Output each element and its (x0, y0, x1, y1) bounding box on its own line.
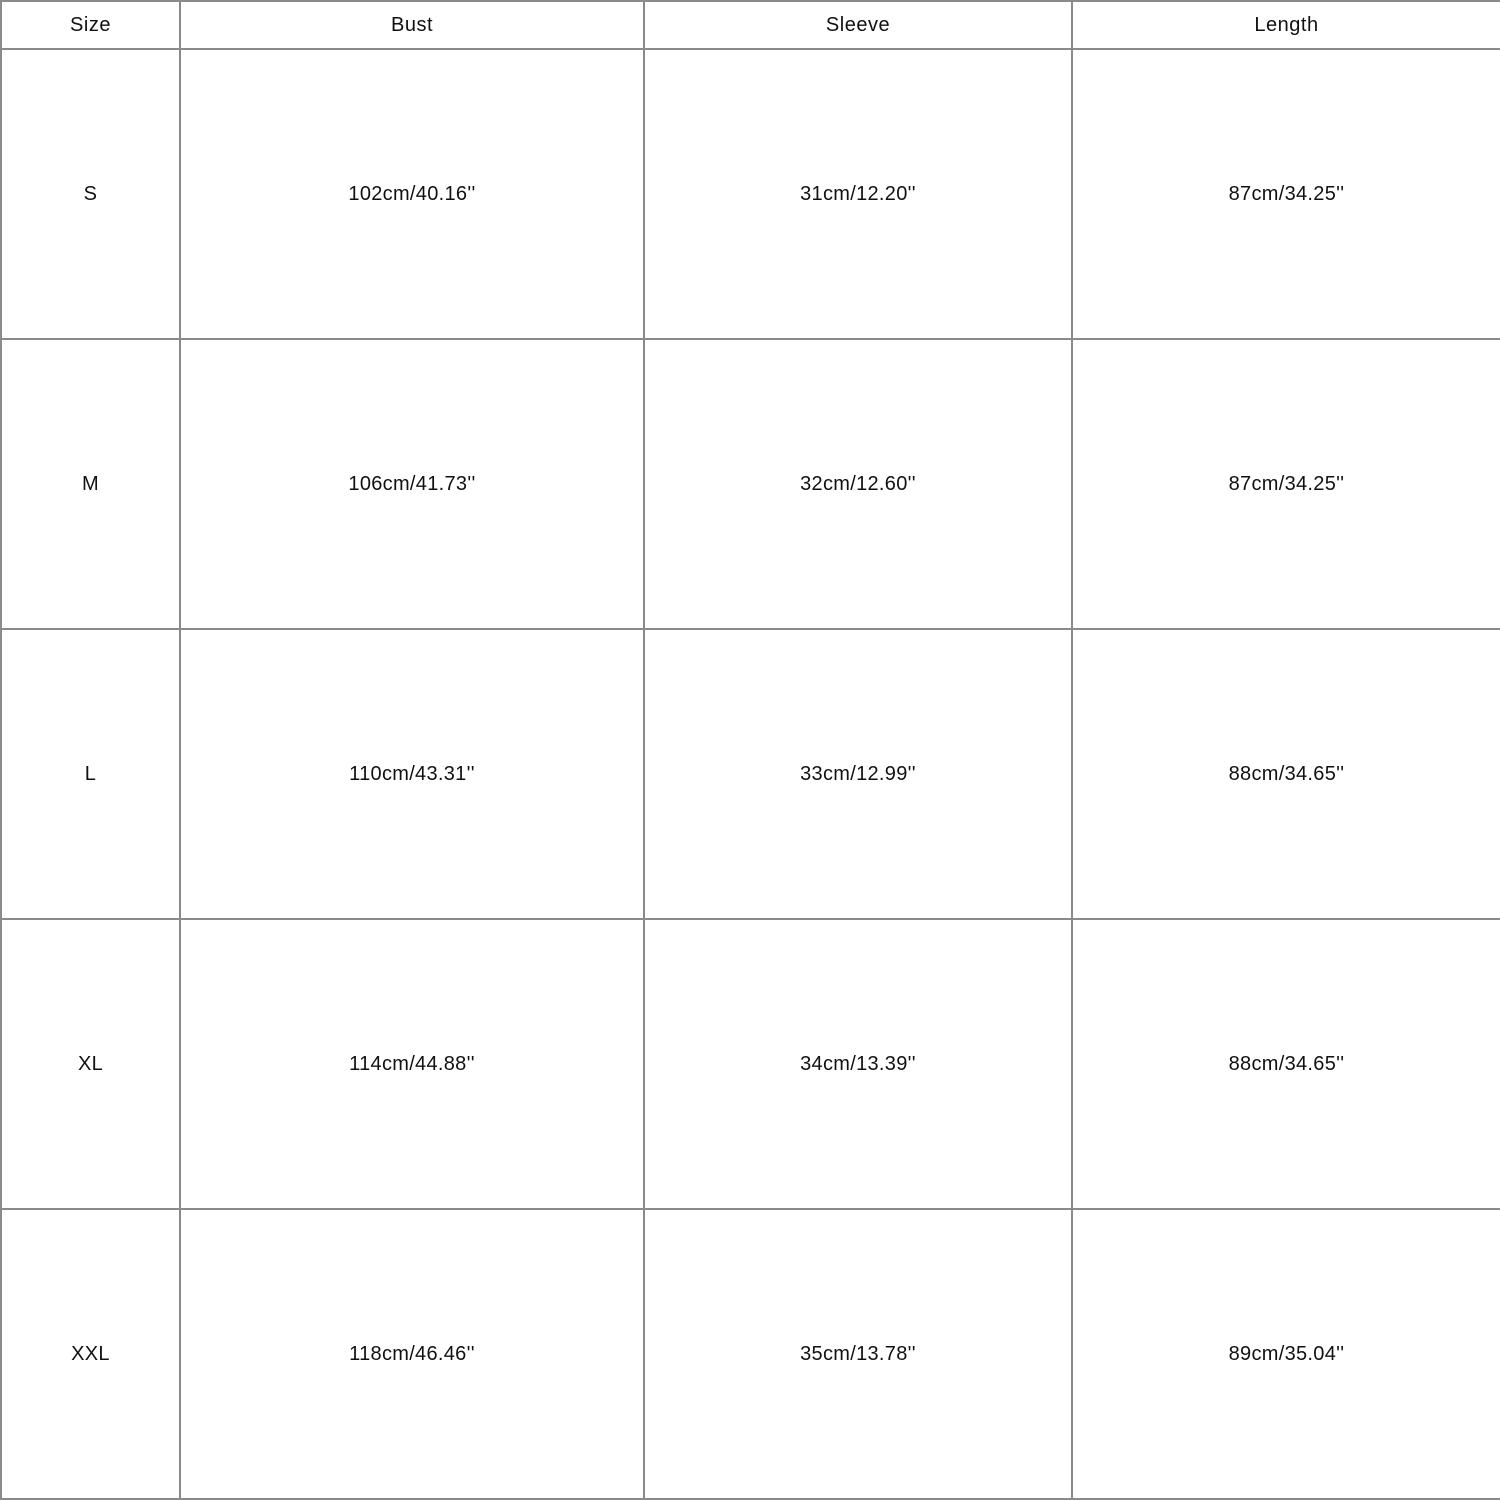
cell-sleeve: 35cm/13.78'' (644, 1209, 1072, 1499)
cell-length: 87cm/34.25'' (1072, 49, 1500, 339)
table-row (1, 339, 1500, 629)
cell-bust: 118cm/46.46'' (180, 1209, 644, 1499)
table-row (1, 919, 1500, 1209)
table-row (1, 49, 1500, 339)
cell-size: M (1, 339, 180, 629)
cell-size: S (1, 49, 180, 339)
cell-bust: 106cm/41.73'' (180, 339, 644, 629)
cell-size: L (1, 629, 180, 919)
table-header (1, 1, 1500, 49)
header-length: Length (1072, 1, 1500, 49)
cell-sleeve: 31cm/12.20'' (644, 49, 1072, 339)
cell-length: 88cm/34.65'' (1072, 919, 1500, 1209)
table-row (1, 629, 1500, 919)
header-bust: Bust (180, 1, 644, 49)
cell-bust: 114cm/44.88'' (180, 919, 644, 1209)
cell-length: 88cm/34.65'' (1072, 629, 1500, 919)
cell-sleeve: 32cm/12.60'' (644, 339, 1072, 629)
cell-bust: 110cm/43.31'' (180, 629, 644, 919)
header-size: Size (1, 1, 180, 49)
cell-size: XL (1, 919, 180, 1209)
cell-sleeve: 34cm/13.39'' (644, 919, 1072, 1209)
cell-length: 87cm/34.25'' (1072, 339, 1500, 629)
cell-size: XXL (1, 1209, 180, 1499)
cell-sleeve: 33cm/12.99'' (644, 629, 1072, 919)
header-sleeve: Sleeve (644, 1, 1072, 49)
table-row (1, 1209, 1500, 1499)
table-body (1, 49, 1500, 1499)
cell-bust: 102cm/40.16'' (180, 49, 644, 339)
cell-length: 89cm/35.04'' (1072, 1209, 1500, 1499)
header-row (1, 1, 1500, 49)
